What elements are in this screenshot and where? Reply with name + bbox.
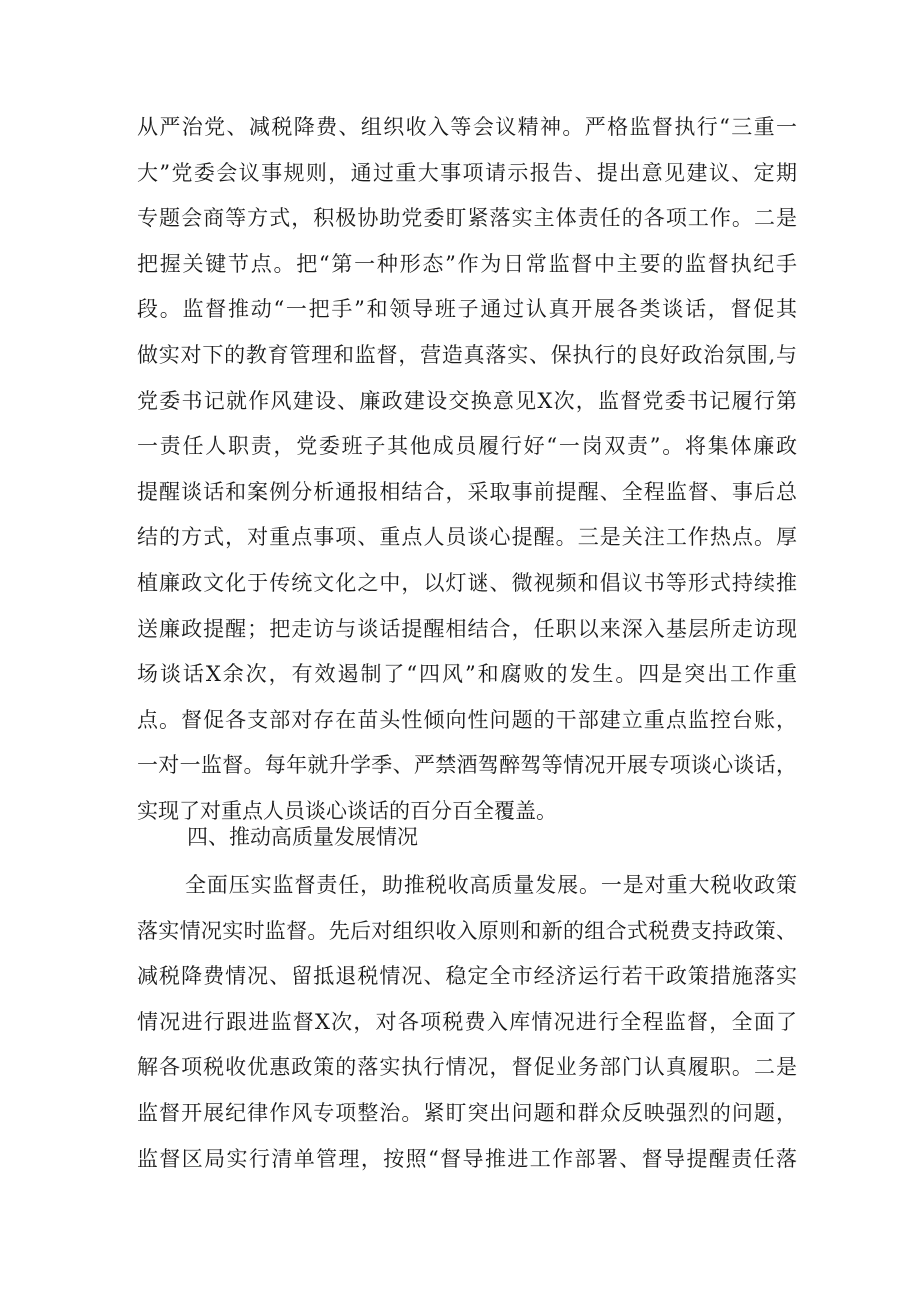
text-line: 段。监督推动“一把手”和领导班子通过认真开展各类谈话，督促其 xyxy=(137,297,797,322)
text-line: 专题会商等方式，积极协助党委盯紧落实主体责任的各项工作。二是 xyxy=(137,206,797,231)
text-line: 监督开展纪律作风专项整治。紧盯突出问题和群众反映强烈的问题， xyxy=(137,1100,797,1125)
text-line: 减税降费情况、留抵退税情况、稳定全市经济运行若干政策措施落实 xyxy=(137,964,797,989)
text-line: 实现了对重点人员谈心谈话的百分百全覆盖。 xyxy=(137,798,557,823)
text-line: 结的方式，对重点事项、重点人员谈心提醒。三是关注工作热点。厚 xyxy=(137,525,797,550)
text-line: 落实情况实时监督。先后对组织收入原则和新的组合式税费支持政策、 xyxy=(137,918,797,943)
text-line: 提醒谈话和案例分析通报相结合，采取事前提醒、全程监督、事后总 xyxy=(137,479,797,504)
text-line: 情况进行跟进监督X次，对各项税费入库情况进行全程监督，全面了 xyxy=(137,1009,797,1034)
text-line: 把握关键节点。把“第一种形态”作为日常监督中主要的监督执纪手 xyxy=(137,251,797,276)
text-line: 植廉政文化于传统文化之中，以灯谜、微视频和倡议书等形式持续推 xyxy=(137,570,797,595)
paragraph-1 xyxy=(137,105,797,835)
text-line: 一对一监督。每年就升学季、严禁酒驾醉驾等情况开展专项谈心谈话， xyxy=(137,753,797,778)
text-line: 送廉政提醒；把走访与谈话提醒相结合，任职以来深入基层所走访现 xyxy=(137,616,797,641)
section-heading: 四、推动高质量发展情况 xyxy=(187,825,418,849)
text-line: 解各项税收优惠政策的落实执行情况，督促业务部门认真履职。二是 xyxy=(137,1055,797,1080)
text-line: 监督区局实行清单管理，按照“督导推进工作部署、督导提醒责任落 xyxy=(137,1146,797,1171)
text-line: 场谈话X余次，有效遏制了“四风”和腐败的发生。四是突出工作重 xyxy=(137,662,797,687)
paragraph-2 xyxy=(137,863,797,1182)
text-line: 从严治党、减税降费、组织收入等会议精神。严格监督执行“三重一 xyxy=(137,115,797,139)
text-line: 做实对下的教育管理和监督，营造真落实、保执行的良好政治氛围,与 xyxy=(137,342,797,367)
text-line: 点。督促各支部对存在苗头性倾向性问题的干部建立重点监控台账， xyxy=(137,707,797,732)
text-line: 全面压实监督责任，助推税收高质量发展。一是对重大税收政策 xyxy=(185,873,797,897)
text-line: 党委书记就作风建设、廉政建设交换意见X次，监督党委书记履行第 xyxy=(137,388,797,413)
text-line: 大”党委会议事规则，通过重大事项请示报告、提出意见建议、定期 xyxy=(137,160,797,185)
text-line: 一责任人职责，党委班子其他成员履行好“一岗双责”。将集体廉政 xyxy=(137,434,797,459)
